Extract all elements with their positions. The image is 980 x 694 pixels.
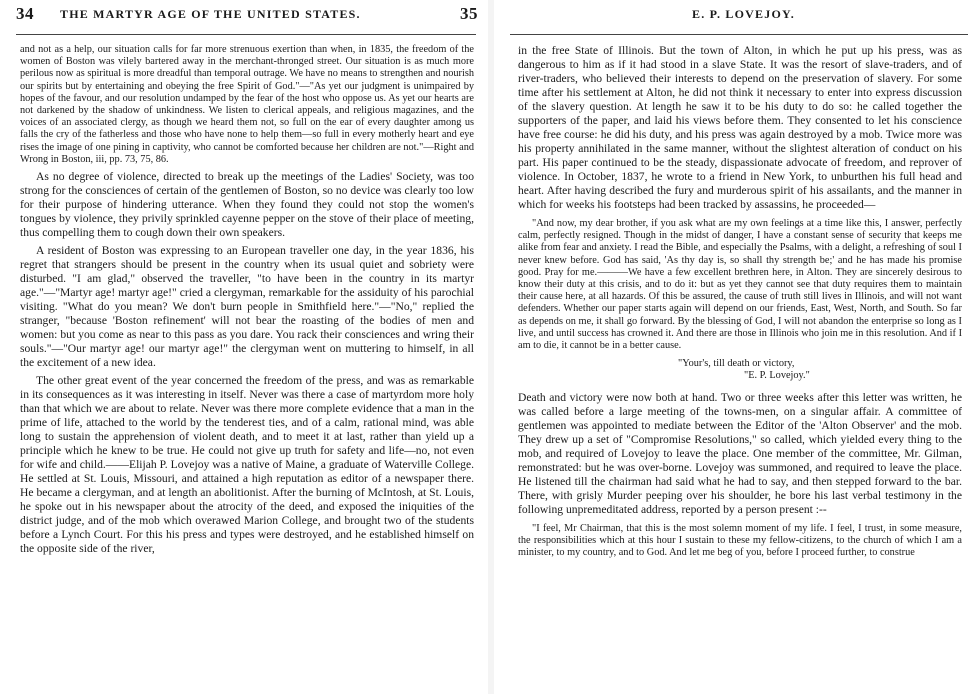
left-header-rule [16,34,476,35]
right-page-number: 35 [460,4,478,23]
left-page-number: 34 [16,4,34,23]
left-paragraph-1: and not as a help, our situation calls for far more strenuous exertion than when, in 1835, the freedom of the women of Boston was vilely bartered away in the merchant-thronged street. Our situation is as much more perilous now as spiritual is more dreadful than temporal outrage. We have no means to strengthen and nourish our spirits but by entertaining and obeying the free Spirit of God."—"As yet our judgment is unimpaired by hopes of the favour, and our resolution undamped by the fear of the host who oppose us. As yet our hearts are not darkened by the shadow of unkindness. We listen to clerical appeals, and religious magazines, and the voices of an associated clergy, as though we heard them not, so full on the ear of every daughter among us falls the cry of the fatherless and those who have none to help them—so full in every motherly heart and eye rises the image of one pining in captivity, who cannot be comforted because her children are not."—Right and Wrong in Boston, iii, pp. 73, 75, 86. [20,44,474,165]
left-running-head-title: THE MARTYR AGE OF THE UNITED STATES. [60,7,361,21]
right-paragraph-1: in the free State of Illinois. But the town of Alton, in which he put up his press, was as dangerous to him as if it had stood in a slave State. It was the resort of slave-traders, and of river-traders, who believed their interests to depend on the preservation of slavery. For some time after his settlement at Alton, he did not think it necessary to enter into express discussion of the slavery question. At length he saw it to be his duty to do so: he called together the supporters of the paper, and laid his views before them. They consented to let his conscience have free course: he did his duty, and his press was again destroyed by a mob. Twice more was his property annihilated in the same manner, without the slightest alteration of conduct on his part. His paper continued to be the steady, dispassionate advocate of freedom, and reprover of violence. In October, 1837, he wrote to a friend in New York, to unburthen his full head and heart. After having described the fury and murderous spirit of his assailants, and the manner in which for weeks his footsteps had been tracked by assassins, he proceeded— [518,44,962,211]
left-paragraph-3: A resident of Boston was expressing to an European traveller one day, in the year 1836, his regret that strangers should be present in the country when its usual quiet and sobriety were disturbed. "I am glad," observed the traveller, "to have been in the country in its martyr age."—"Martyr age! martyr age!" cried a clergyman, remarkable for the assiduity of his parochial visiting. "What do you mean? We don't burn people in Smithfield here."—"No," replied the stranger, "because 'Boston refinement' will not bear the roasting of the bodies of men and women: but you come as near to this pass as you dare. You rack their consciences and wring their souls."—"Our martyr age! our martyr age!" the clergyman went on muttering to himself, in all the excitement of a new idea. [20,244,474,370]
letter-quote: "And now, my dear brother, if you ask what are my own feelings at a time like this, I answer, perfectly calm, perfectly resigned. Though in the midst of danger, I have a constant sense of security that keeps me alike from fear and anxiety. I read the Bible, and especially the Psalms, with a delight, a refreshing of soul I never knew before. God has said, 'As thy day is, so shall thy strength be;' and he has made his promise good. Pray for me.———We have a few excellent brethren here, in Alton. They are sincerely desirous to know their duty at this crisis, and to do it: but as yet they cannot see that duty requires them to maintain their cause here, at all hazards. Of this be assured, the cause of truth still lives in Illinois, and will not want defenders. Whether our paper starts again will depend on our friends, East, West, North, and South. So far as depends on me, it shall go forward. By the blessing of God, I will not abandon the enterprise so long as I live, and until success has crowned it. And there are those in Illinois who join me in this resolution. And if I am to die, it cannot be in a better cause. [518,218,962,352]
signoff-line-1: "Your's, till death or victory, [678,358,795,370]
right-header-rule [510,34,968,35]
letter-signoff [518,358,962,382]
left-page [0,0,488,694]
left-text-column [20,44,474,690]
signoff-line-2: "E. P. Lovejoy." [744,370,810,382]
right-running-head-title: E. P. LOVEJOY. [692,7,795,21]
left-paragraph-2: As no degree of violence, directed to break up the meetings of the Ladies' Society, was too strong for the consciences of certain of the gentlemen of Boston, so no device was clearly too low for their purpose of hindering utterance. When they found they could not stop the women's tongues by violence, they privily sprinkled cayenne pepper on the stove of their place of meeting, thus compelling them to cough down their own speakers. [20,170,474,240]
right-page [460,0,980,694]
right-paragraph-2: Death and victory were now both at hand. Two or three weeks after this letter was written, he was called before a large meeting of the towns-men, on a singular affair. A committee of gentlemen was appointed to mediate between the Editor of the 'Alton Observer' and the mob. They drew up a set of "Compromise Resolutions," so called, which yielded every thing to the mob, and required of Lovejoy to leave the place. One member of the committee, Mr. Gilman, remonstrated: but he was over-borne. Lovejoy was summoned, and required to leave the place. He listened till the chairman had said what he had to say, and then stepped forward to the bar. There, with grisly Murder peeping over his shoulder, he bore his last verbal testimony in the following unpremeditated address, reported by a person present :-- [518,390,962,516]
right-text-column [518,44,962,690]
address-quote: "I feel, Mr Chairman, that this is the most solemn moment of my life. I feel, I trust, in some measure, the responsibilities which at this hour I sustain to these my fellow-citizens, to the church of which I am a minister, to my country, and to God. And let me beg of you, before I proceed further, to construe [518,522,962,559]
left-paragraph-4: The other great event of the year concerned the freedom of the press, and was as remarkable in its consequences as it was interesting in itself. Never was there a case of martyrdom more holy than that which we are about to relate. Never was there more complete evidence that a man in the prime of life, attached to the world by the tenderest ties, and of a calm, rational mind, was able long to sustain the apprehension of violent death, and to meet it at last, rather than yield up a principle which he knew to be true. He could not give up truth for safety and life—no, not even for wife and child.——Elijah P. Lovejoy was a native of Maine, a graduate of Waterville College. He settled at St. Louis, Missouri, and attained a high reputation as editor of a newspaper there. He became a clergyman, and at length an abolitionist. After the burning of McIntosh, at St. Louis, he spoke out in his newspaper about the atrocity of the deed, and exposed the iniquities of the district judge, and of the mob which overawed Marion College, and brought two of the students before a Lynch Court. For this his press and types were destroyed, and he established himself on the opposite side of the river, [20,374,474,556]
